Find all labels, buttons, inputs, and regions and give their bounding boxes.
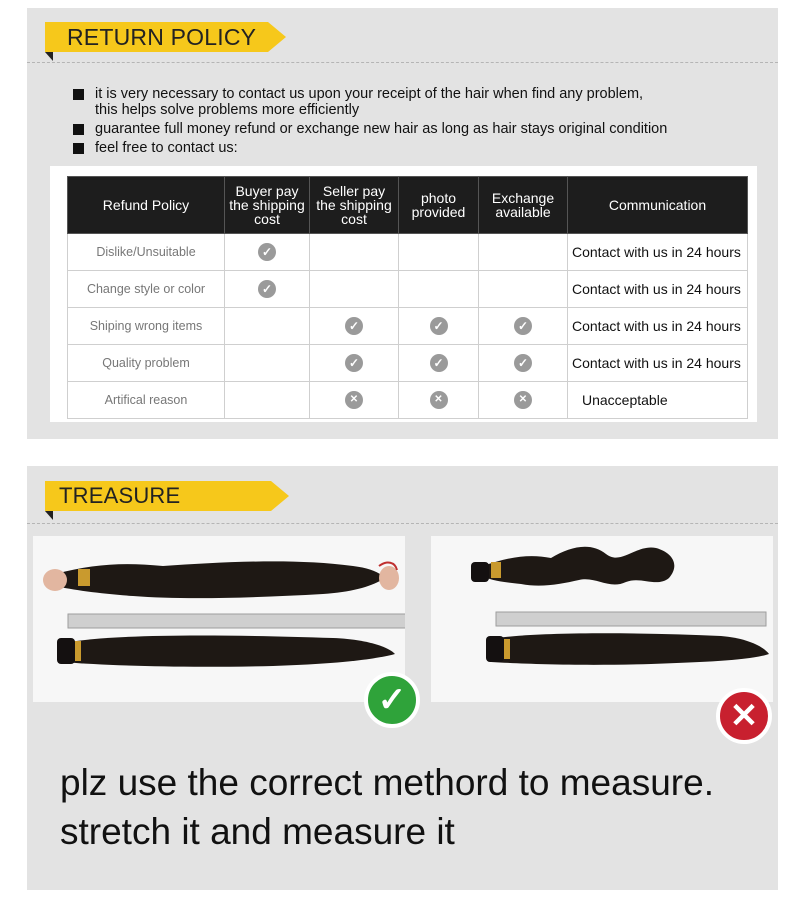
stretched-hair-illustration xyxy=(33,536,405,702)
mark-cell xyxy=(479,234,568,271)
bullet-text: this helps solve problems more efficiently xyxy=(95,102,360,118)
cross-circle-icon: ✕ xyxy=(514,391,532,409)
check-circle-icon: ✓ xyxy=(514,317,532,335)
table-row xyxy=(68,382,748,419)
mark-cell xyxy=(310,234,399,271)
column-header-line: cost xyxy=(341,211,367,227)
column-header-line: the shipping xyxy=(229,197,305,213)
row-label: Artifical reason xyxy=(68,382,225,419)
mark-cell xyxy=(310,345,399,382)
divider xyxy=(27,62,778,63)
mark-cell xyxy=(225,345,310,382)
divider xyxy=(27,523,778,524)
check-circle-icon: ✓ xyxy=(345,317,363,335)
cross-circle-icon: ✕ xyxy=(430,391,448,409)
check-circle-icon: ✓ xyxy=(258,243,276,261)
return-policy-banner xyxy=(45,22,286,55)
check-circle-icon: ✓ xyxy=(514,354,532,372)
table-header-row xyxy=(68,177,748,234)
column-header-line: available xyxy=(495,204,551,220)
communication-cell: Contact with us in 24 hours xyxy=(568,234,748,271)
table-row xyxy=(68,271,748,308)
return-policy-title: RETURN POLICY xyxy=(67,24,257,50)
column-header-line: Exchange xyxy=(491,190,555,206)
bullet-item xyxy=(73,121,753,137)
policy-bullet-list xyxy=(73,86,753,159)
column-header xyxy=(225,177,310,234)
table-row xyxy=(68,345,748,382)
mark-cell xyxy=(479,382,568,419)
wrong-measure-photo xyxy=(431,536,773,702)
row-label: Change style or color xyxy=(68,271,225,308)
red-cross-icon: ✕ xyxy=(716,688,772,744)
measure-caption-line2: stretch it and measure it xyxy=(60,811,455,852)
bullet-item xyxy=(73,86,753,118)
row-label: Dislike/Unsuitable xyxy=(68,234,225,271)
column-header-line: provided xyxy=(411,204,466,220)
cross-circle-icon: ✕ xyxy=(345,391,363,409)
column-header-line: Buyer pay xyxy=(235,183,299,199)
mark-cell xyxy=(310,271,399,308)
table-row xyxy=(68,234,748,271)
mark-cell xyxy=(399,382,479,419)
check-circle-icon: ✓ xyxy=(430,317,448,335)
bullet-text: feel free to contact us: xyxy=(95,140,238,156)
mark-cell xyxy=(225,271,310,308)
bullet-text: guarantee full money refund or exchange new hair as long as hair stays original condition xyxy=(95,121,668,137)
measure-caption-line1: plz use the correct methord to measure. xyxy=(60,762,714,803)
communication-cell: Unacceptable xyxy=(568,382,748,419)
column-header xyxy=(399,177,479,234)
bullet-item xyxy=(73,140,753,156)
communication-cell: Contact with us in 24 hours xyxy=(568,308,748,345)
mark-cell xyxy=(225,382,310,419)
mark-cell xyxy=(399,345,479,382)
mark-cell xyxy=(479,271,568,308)
mark-cell xyxy=(225,308,310,345)
treasure-title: TREASURE xyxy=(59,483,181,508)
table-row xyxy=(68,308,748,345)
column-header xyxy=(568,177,748,234)
mark-cell xyxy=(399,271,479,308)
return-policy-panel xyxy=(27,8,778,439)
communication-cell: Contact with us in 24 hours xyxy=(568,345,748,382)
treasure-panel xyxy=(27,466,778,890)
refund-policy-table-card xyxy=(50,166,757,422)
mark-cell xyxy=(399,308,479,345)
column-header xyxy=(68,177,225,234)
mark-cell xyxy=(225,234,310,271)
table-body xyxy=(68,234,748,419)
column-header-line: Communication xyxy=(608,197,707,213)
column-header xyxy=(310,177,399,234)
treasure-banner xyxy=(45,481,289,514)
column-header-line: cost xyxy=(254,211,280,227)
mark-cell xyxy=(310,382,399,419)
wavy-hair-illustration xyxy=(431,536,773,702)
refund-policy-table xyxy=(67,176,748,419)
correct-measure-photo xyxy=(33,536,405,702)
check-circle-icon: ✓ xyxy=(258,280,276,298)
column-header-line: Refund Policy xyxy=(102,197,190,213)
row-label: Shiping wrong items xyxy=(68,308,225,345)
mark-cell xyxy=(479,308,568,345)
column-header-line: photo xyxy=(420,190,457,206)
bullet-text: it is very necessary to contact us upon your receipt of the hair when find any problem, xyxy=(95,86,644,102)
column-header xyxy=(479,177,568,234)
mark-cell xyxy=(399,234,479,271)
check-circle-icon: ✓ xyxy=(345,354,363,372)
column-header-line: Seller pay xyxy=(322,183,386,199)
column-header-line: the shipping xyxy=(316,197,392,213)
mark-cell xyxy=(310,308,399,345)
mark-cell xyxy=(479,345,568,382)
row-label: Quality problem xyxy=(68,345,225,382)
green-check-icon: ✓ xyxy=(364,672,420,728)
check-circle-icon: ✓ xyxy=(430,354,448,372)
communication-cell: Contact with us in 24 hours xyxy=(568,271,748,308)
